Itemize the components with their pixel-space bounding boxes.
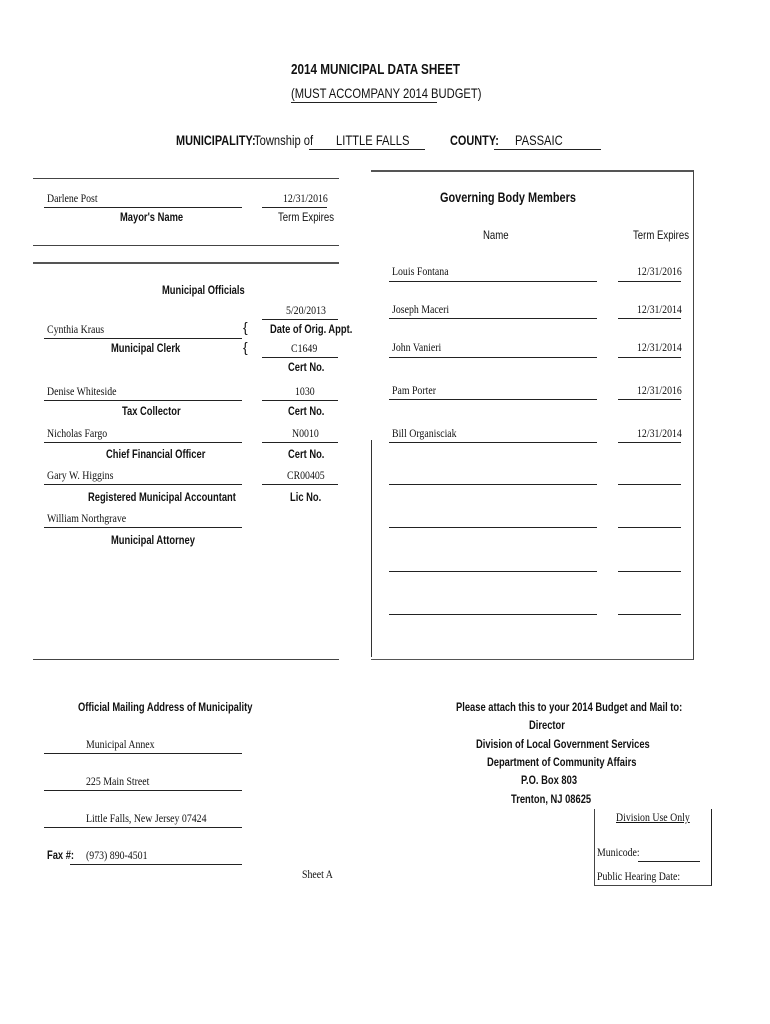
sheet-label: Sheet A — [302, 867, 333, 881]
member-name[interactable]: Pam Porter — [392, 383, 437, 397]
attorney-name[interactable]: William Northgrave — [47, 511, 127, 525]
rma-label: Registered Municipal Accountant — [88, 490, 236, 504]
municode-label: Municode: — [597, 845, 640, 859]
send-to-line4: P.O. Box 803 — [521, 773, 578, 787]
county-value[interactable]: PASSAIC — [515, 132, 563, 148]
officials-heading: Municipal Officials — [162, 283, 245, 297]
fax-label: Fax #: — [47, 848, 75, 862]
municipality-value[interactable]: LITTLE FALLS — [336, 132, 410, 148]
empty-row-line[interactable] — [389, 614, 597, 615]
send-to-line1: Director — [529, 718, 565, 732]
member-name[interactable]: Joseph Maceri — [392, 302, 450, 316]
municipality-label: MUNICIPALITY: — [176, 132, 256, 148]
clerk-name[interactable]: Cynthia Kraus — [47, 322, 105, 336]
member-term[interactable]: 12/31/2016 — [637, 383, 682, 397]
page-subtitle: (MUST ACCOMPANY 2014 BUDGET) — [291, 85, 482, 101]
cfo-label: Chief Financial Officer — [106, 447, 206, 461]
mayor-term[interactable]: 12/31/2016 — [283, 191, 328, 205]
member-term[interactable]: 12/31/2016 — [637, 264, 682, 278]
member-term[interactable]: 12/31/2014 — [637, 302, 682, 316]
member-name[interactable]: John Vanieri — [392, 340, 442, 354]
tax-collector-cert[interactable]: 1030 — [295, 384, 315, 398]
member-name[interactable]: Louis Fontana — [392, 264, 449, 278]
empty-row-line[interactable] — [389, 571, 597, 572]
clerk-cert-label: Cert No. — [288, 360, 325, 374]
mayor-term-label: Term Expires — [278, 210, 335, 224]
col-name-header: Name — [483, 228, 509, 242]
mayor-name[interactable]: Darlene Post — [47, 191, 98, 205]
member-term[interactable]: 12/31/2014 — [637, 340, 682, 354]
cfo-name[interactable]: Nicholas Fargo — [47, 426, 108, 440]
governing-body-heading: Governing Body Members — [440, 189, 576, 205]
township-label: Township of — [254, 132, 314, 148]
rma-name[interactable]: Gary W. Higgins — [47, 468, 114, 482]
division-use-title: Division Use Only — [616, 810, 690, 824]
attorney-label: Municipal Attorney — [111, 533, 195, 547]
hearing-date-label: Public Hearing Date: — [597, 869, 681, 883]
mailing-line2[interactable]: 225 Main Street — [86, 774, 150, 788]
page-title: 2014 MUNICIPAL DATA SHEET — [291, 61, 461, 78]
member-name[interactable]: Bill Organisciak — [392, 426, 457, 440]
send-to-line2: Division of Local Government Services — [476, 737, 650, 751]
cfo-cert[interactable]: N0010 — [292, 426, 319, 440]
empty-row-line[interactable] — [389, 484, 597, 485]
empty-row-line[interactable] — [389, 527, 597, 528]
clerk-cert[interactable]: C1649 — [291, 341, 318, 355]
member-term[interactable]: 12/31/2014 — [637, 426, 682, 440]
fax-value[interactable]: (973) 890-4501 — [86, 848, 148, 862]
mailing-heading: Official Mailing Address of Municipality — [78, 700, 253, 714]
governing-body-box — [371, 170, 694, 660]
municode-field[interactable] — [638, 861, 700, 862]
clerk-orig-appt[interactable]: 5/20/2013 — [286, 303, 326, 317]
mailing-line1[interactable]: Municipal Annex — [86, 737, 155, 751]
clerk-orig-appt-label: Date of Orig. Appt. — [270, 322, 353, 336]
tax-collector-name[interactable]: Denise Whiteside — [47, 384, 117, 398]
cfo-cert-label: Cert No. — [288, 447, 325, 461]
rma-lic[interactable]: CR00405 — [287, 468, 325, 482]
tax-collector-label: Tax Collector — [122, 404, 181, 418]
col-term-header: Term Expires — [633, 228, 690, 242]
tax-collector-cert-label: Cert No. — [288, 404, 325, 418]
send-to-line5: Trenton, NJ 08625 — [511, 792, 592, 806]
rma-lic-label: Lic No. — [290, 490, 322, 504]
mayor-name-label: Mayor's Name — [120, 210, 184, 224]
send-to-line3: Department of Community Affairs — [487, 755, 637, 769]
mailing-line3[interactable]: Little Falls, New Jersey 07424 — [86, 811, 207, 825]
county-label: COUNTY: — [450, 132, 499, 148]
send-to-instruction: Please attach this to your 2014 Budget and Mail to: — [456, 700, 683, 714]
clerk-label: Municipal Clerk — [111, 341, 181, 355]
